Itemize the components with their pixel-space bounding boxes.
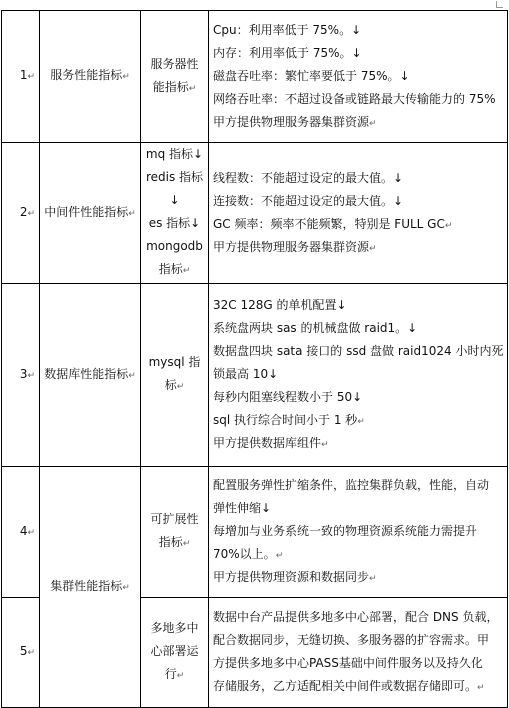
row-details: 数据中台产品提供多地多中心部署，配合 DNS 负载， 配合数据同步，无缝切换、多服务器的扩容需求。甲 方提供多地多中心PASS基础中间件服务以及持久化 存储服务，乙方适配相关中间件或数据存储即可。↵ [209,598,508,708]
row-index: 1↵ [2,11,40,143]
performance-indicator-table [1,10,508,708]
row-index: 4↵ [2,467,40,598]
row-details: 线程数：不能超过设定的最大值。↓ 连接数：不能超过设定的最大值。↓ GC 频率：频率不能频繁，特别是 FULL GC↵ 甲方提供物理服务器集群资源↵ [209,143,508,284]
row-subcategory: mq 指标↓ redis 指标↓ es 指标↓ mongodb 指标↵ [141,143,209,284]
row-category: 集群性能指标↵ [40,467,141,708]
row-category: 中间件性能指标↵ [40,143,141,284]
row-index: 2↵ [2,143,40,284]
row-category: 服务性能指标↵ [40,11,141,143]
table-row [2,467,508,598]
row-subcategory: mysql 指 标↵ [141,284,209,467]
table-row [2,284,508,467]
row-subcategory: 可扩展性 指标↵ [141,467,209,598]
table-row [2,143,508,284]
table-row [2,11,508,143]
row-details: 配置服务弹性扩缩条件，监控集群负载，性能，自动 弹性伸缩↓ 每增加与业务系统一致的物理资源系统能力需提升 70%以上。↵ 甲方提供物理资源和数据同步↵ [209,467,508,598]
row-index: 3↵ [2,284,40,467]
row-details: 32C 128G 的单机配置↓ 系统盘两块 sas 的机械盘做 raid1。↓ 数据盘四块 sata 接口的 ssd 盘做 raid1024 小时内死 锁最高 10↓ 每秒内阻塞线程数小于 50↓ sql 执行综合时间小于 1 秒↵ 甲方提供数据库组件↵ [209,284,508,467]
row-index: 5↵ [2,598,40,708]
row-subcategory: 服务器性 能指标↵ [141,11,209,143]
page-corner-mark [496,1,503,8]
row-category: 数据库性能指标↵ [40,284,141,467]
row-details: Cpu：利用率低于 75%。↓ 内存：利用率低于 75%。↓ 磁盘吞吐率：繁忙率要低于 75%。↓ 网络吞吐率：不超过设备或链路最大传输能力的 75% 甲方提供物理服务器集群资源↵ [209,11,508,143]
row-subcategory: 多地多中 心部署运 行↵ [141,598,209,708]
